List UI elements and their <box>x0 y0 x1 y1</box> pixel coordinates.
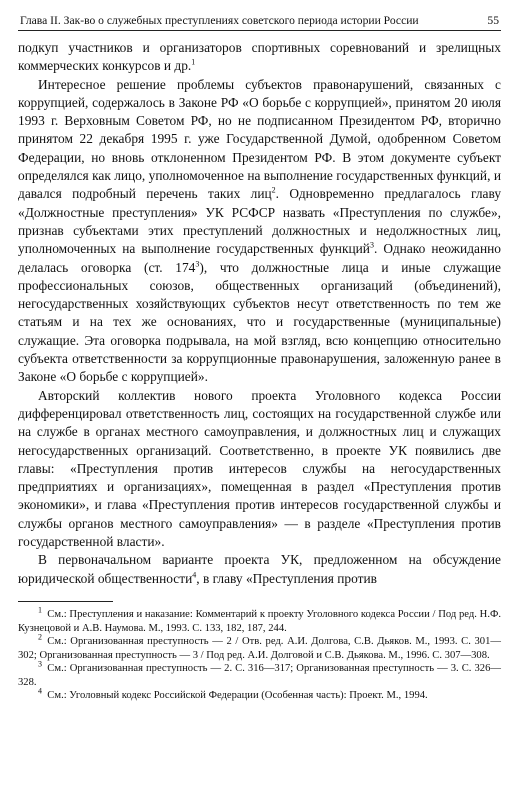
footnote-ref: 1 <box>191 57 196 67</box>
paragraph-text: . Однако неожиданно делалась оговорка (ст. 174 <box>18 241 501 275</box>
footnote <box>18 632 501 662</box>
main-text <box>18 39 501 588</box>
page-number: 55 <box>487 14 499 27</box>
paragraph <box>18 551 501 588</box>
footnote-mark: 4 <box>38 686 42 696</box>
footnote-mark: 1 <box>38 605 42 615</box>
footnote-ref: 4 <box>192 570 197 580</box>
paragraph <box>18 387 501 552</box>
running-head <box>18 14 501 31</box>
paragraph <box>18 39 501 76</box>
footnote-mark: 2 <box>38 632 42 642</box>
paragraph-text: В первоначальном варианте проекта УК, предложенном на обсуждение юридической общественности <box>18 552 501 586</box>
paragraph-text: Авторский коллектив нового проекта Уголовного кодекса России дифференцировал ответственность лиц, состоящих на государственной службе или на службе в органах местного самоуправления, и должностных лиц и служащих негосударственных организаций. Соответственно, в проекте УК появились две главы: «Преступления против интересов службы на негосударственных предприятиях и организациях», помещенная в раздел «Преступления против экономики», и глава «Преступления против интересов государственной службы и службы органов местного самоуправления» — в разделе «Преступления против государственной власти». <box>18 387 501 550</box>
paragraph-text: Интересное решение проблемы субъектов правонарушений, связанных с коррупцией, содержалось в Законе РФ «О борьбе с коррупцией», принятом 20 июля 1993 г. Верховным Советом РФ, но не подписанном Президентом РФ, вторично принятом 22 декабря 1995 г. уже Государственной Думой, одобренном Советом Федерации, но вновь отклоненном Президентом РФ. В этом документе субъект определялся как лицо, уполномоченное на выполнение государственных функций, и давался подробный перечень таких лиц <box>18 76 501 202</box>
footnote-separator <box>18 601 113 602</box>
chapter-title: Глава II. Зак-во о служебных преступлениях советского периода истории России <box>20 14 419 27</box>
footnote-ref: 2 <box>271 185 276 195</box>
paragraph-text: . Одновременно предлагалось главу «Должностные преступления» УК РСФСР назвать «Преступления по службе», признав субъектами этих преступлений должностных и недолжностных лиц, уполномоченных на выполнение государственных функций <box>18 186 502 257</box>
footnote-text: См.: Преступления и наказание: Комментарий к проекту Уголовного кодекса России / Под ред. Н.Ф. Кузнецовой и А.В. Наумова. М., 1993. С. 133, 182, 187, 244. <box>18 608 501 634</box>
footnote-text: См.: Уголовный кодекс Российской Федерации (Особенная часть): Проект. М., 1994. <box>47 690 428 702</box>
footnote-ref: 3 <box>195 259 200 269</box>
paragraph <box>18 76 501 387</box>
footnote-text: См.: Организованная преступность — 2. С. 316—317; Организованная преступность — 3. С. 326—328. <box>18 663 501 688</box>
paragraph-text: , в главу «Преступления против <box>196 570 377 586</box>
footnote <box>18 605 501 635</box>
paragraph-text: подкуп участников и организаторов спортивных соревнований и зрелищных коммерческих конкурсов и др. <box>18 40 501 74</box>
footnote-text: См.: Организованная преступность — 2 / Отв. ред. А.И. Долгова, С.В. Дьяков. М., 1993. С. 301—302; Организованная преступность — 3 / Под ред. А.И. Долговой и С.В. Дьякова. М., 1996. С. 307—308. <box>18 636 501 661</box>
footnote <box>18 686 501 703</box>
footnotes <box>18 605 501 703</box>
footnote-ref: 3 <box>369 240 374 250</box>
footnote <box>18 659 501 689</box>
footnote-mark: 3 <box>38 659 42 669</box>
paragraph-text: ), что должностные лица и иные служащие профессиональных союзов, общественных организаций (объединений), негосударственных хозяйствующих субъектов несут ответственность по тем же статьям и на тех же основаниях, что и государственные (муниципальные) служащие. Эта оговорка подрывала, на мой взгляд, всю концепцию относительно субъекта ответственности за коррупционные правонарушения, заложенную ранее в Законе «О борьбе с коррупцией». <box>18 259 501 385</box>
